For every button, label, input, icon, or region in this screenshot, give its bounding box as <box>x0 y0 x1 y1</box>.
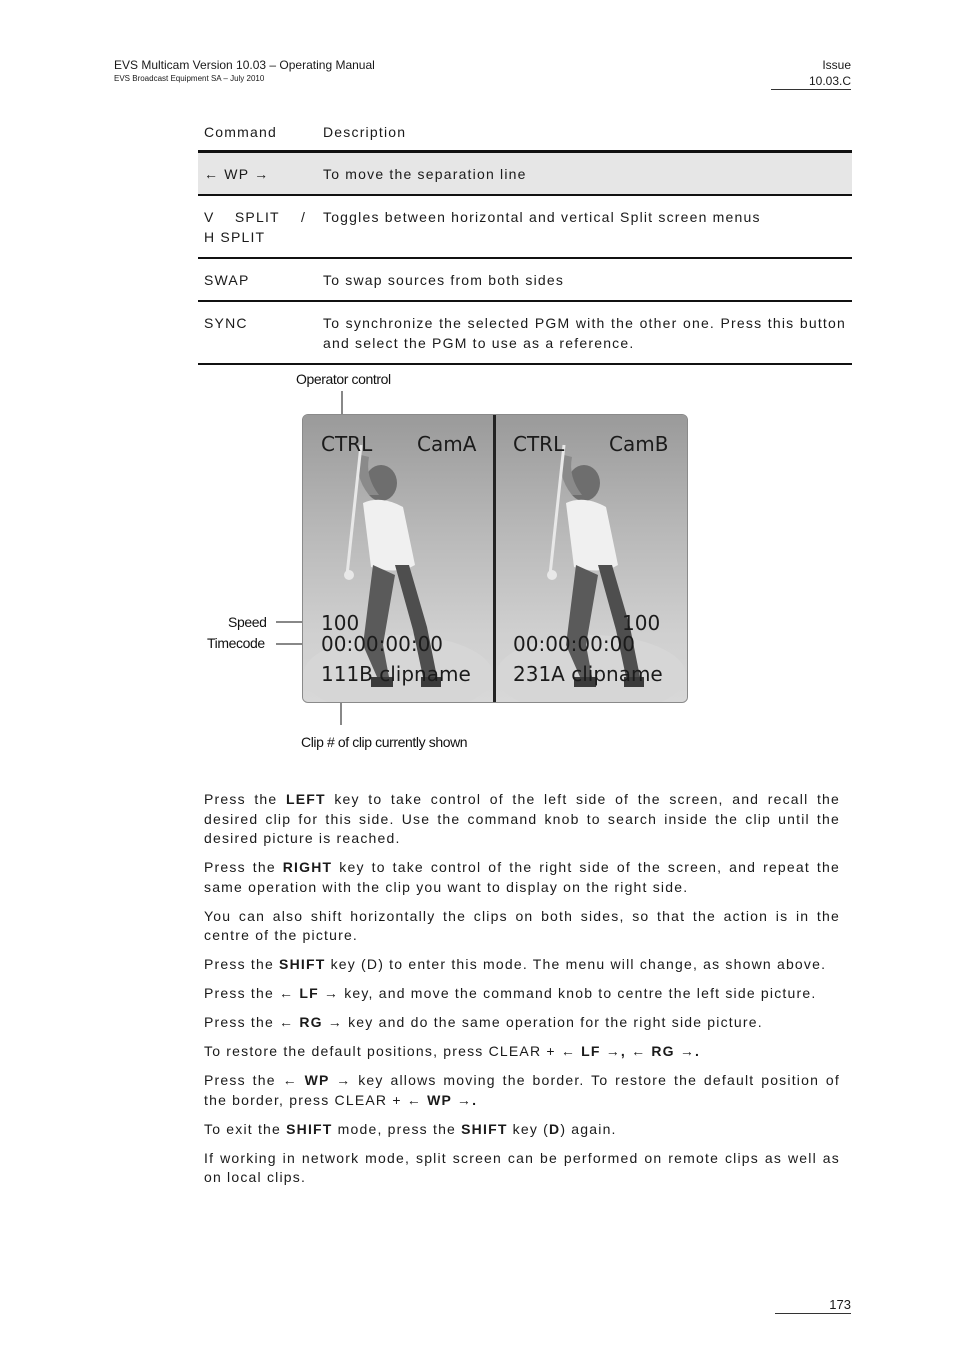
issue-block <box>771 58 851 90</box>
text-run: key allows moving the border. To restore the default position of the border, press CLEAR + <box>204 1072 840 1108</box>
text-run: Press the <box>204 956 280 972</box>
command-cell <box>198 195 317 258</box>
right-speed-text: 100 <box>622 611 661 635</box>
description-cell <box>301 195 852 258</box>
left-view <box>303 415 494 702</box>
text-run: key and do the same operation for the right side picture. <box>343 1014 763 1030</box>
key-name: ← WP → <box>282 1072 352 1088</box>
right-cam-text: CamB <box>609 432 669 456</box>
text-run: key ( <box>507 1120 550 1137</box>
text-run: key (D) to enter this mode. The menu will change, as shown above. <box>325 956 827 972</box>
golfer-image <box>303 415 494 702</box>
key-name: ← LF →, ← RG →. <box>560 1043 701 1059</box>
text-run: Press the <box>204 1014 280 1030</box>
description-cell: To move the separation line <box>323 166 527 182</box>
left-ctrl-text: CTRL <box>321 432 373 456</box>
command-hsplit: H SPLIT <box>204 229 266 245</box>
key-name: ← RG → <box>279 1014 344 1030</box>
paragraph <box>204 858 840 897</box>
table-row <box>198 152 852 196</box>
speed-label: Speed <box>228 614 267 630</box>
left-timecode-text: 00:00:00:00 <box>321 632 444 656</box>
document-title: EVS Multicam Version 10.03 – Operating Manual <box>114 58 375 72</box>
table-header-row <box>198 116 852 152</box>
paragraph <box>204 955 840 975</box>
command-slash: / <box>301 209 307 225</box>
paragraph <box>204 790 840 849</box>
text-run: Press the <box>204 1072 283 1088</box>
key-name: SHIFT <box>279 956 326 972</box>
golfer-image <box>496 415 687 702</box>
text-run: Press the <box>204 859 283 875</box>
text-run: To exit the <box>204 1120 287 1137</box>
issue-value: 10.03.C <box>771 74 851 90</box>
key-name: RIGHT <box>282 859 333 875</box>
text-run: key, and move the command knob to centre the left side picture. <box>339 985 817 1001</box>
description-cell: To swap sources from both sides <box>323 272 565 288</box>
body-text <box>204 790 840 1197</box>
paragraph: You can also shift horizontally the clips on both sides, so that the action is in the centre of the picture. <box>204 907 840 943</box>
description-text: Toggles between horizontal and vertical Split screen menus <box>323 209 761 225</box>
left-cam-text: CamA <box>417 432 477 456</box>
column-header-command: Command <box>204 124 277 140</box>
text-run: mode, press the <box>332 1120 462 1137</box>
key-name: LEFT <box>285 791 326 807</box>
text-run: ) again. <box>560 1120 617 1137</box>
key-name: D <box>549 1120 561 1137</box>
command-cell: SWAP <box>204 272 250 288</box>
paragraph: If working in network mode, split screen can be performed on remote clips as well as on local clips. <box>204 1149 840 1185</box>
page-number: 173 <box>775 1297 851 1314</box>
right-timecode-text: 00:00:00:00 <box>513 632 636 656</box>
command-vsplit: V SPLIT <box>204 209 280 225</box>
key-name: ← WP →. <box>406 1091 478 1108</box>
left-speed-text: 100 <box>321 611 360 635</box>
table-row <box>198 301 852 364</box>
column-header-description: Description <box>323 124 407 140</box>
page-footer <box>775 1297 851 1314</box>
command-table <box>198 116 852 365</box>
text-run: Press the <box>204 791 286 807</box>
left-clip-text: 111B clipname <box>321 662 471 686</box>
paragraph <box>204 1042 840 1062</box>
table-row <box>198 195 852 258</box>
text-run: key to take control of the right side of the screen, and repeat the same operation with the clip you want to display on the right side. <box>204 859 840 895</box>
clip-label: Clip # of clip currently shown <box>301 734 468 750</box>
split-screen-figure <box>200 365 700 760</box>
paragraph <box>204 1120 840 1140</box>
paragraph <box>204 1013 840 1033</box>
timecode-label: Timecode <box>207 635 265 651</box>
page-header <box>114 58 375 83</box>
table-row <box>198 258 852 301</box>
paragraph <box>204 984 840 1004</box>
key-name: SHIFT <box>286 1120 333 1137</box>
command-cell: ← WP → <box>204 166 270 182</box>
key-name: ← LF → <box>279 985 340 1001</box>
text-run: To restore the default positions, press CLEAR + <box>204 1043 561 1059</box>
right-clip-text: 231A clipname <box>513 662 663 686</box>
command-cell: SYNC <box>204 315 248 331</box>
text-run: key to take control of the left side of the screen, and recall the desired clip for this side. Use the command knob to search inside the clip until the desired picture is reached. <box>204 791 841 846</box>
issue-label: Issue <box>822 58 851 72</box>
key-name: SHIFT <box>461 1120 508 1137</box>
operator-control-label: Operator control <box>296 371 391 387</box>
document-subtitle: EVS Broadcast Equipment SA – July 2010 <box>114 74 265 83</box>
text-run: Press the <box>204 985 280 1001</box>
right-view <box>496 415 687 702</box>
right-ctrl-text: CTRL <box>513 432 565 456</box>
paragraph <box>204 1071 840 1110</box>
description-cell: To synchronize the selected PGM with the other one. Press this button and select the PGM to use as a reference. <box>323 315 846 351</box>
split-screen-display <box>302 414 688 703</box>
